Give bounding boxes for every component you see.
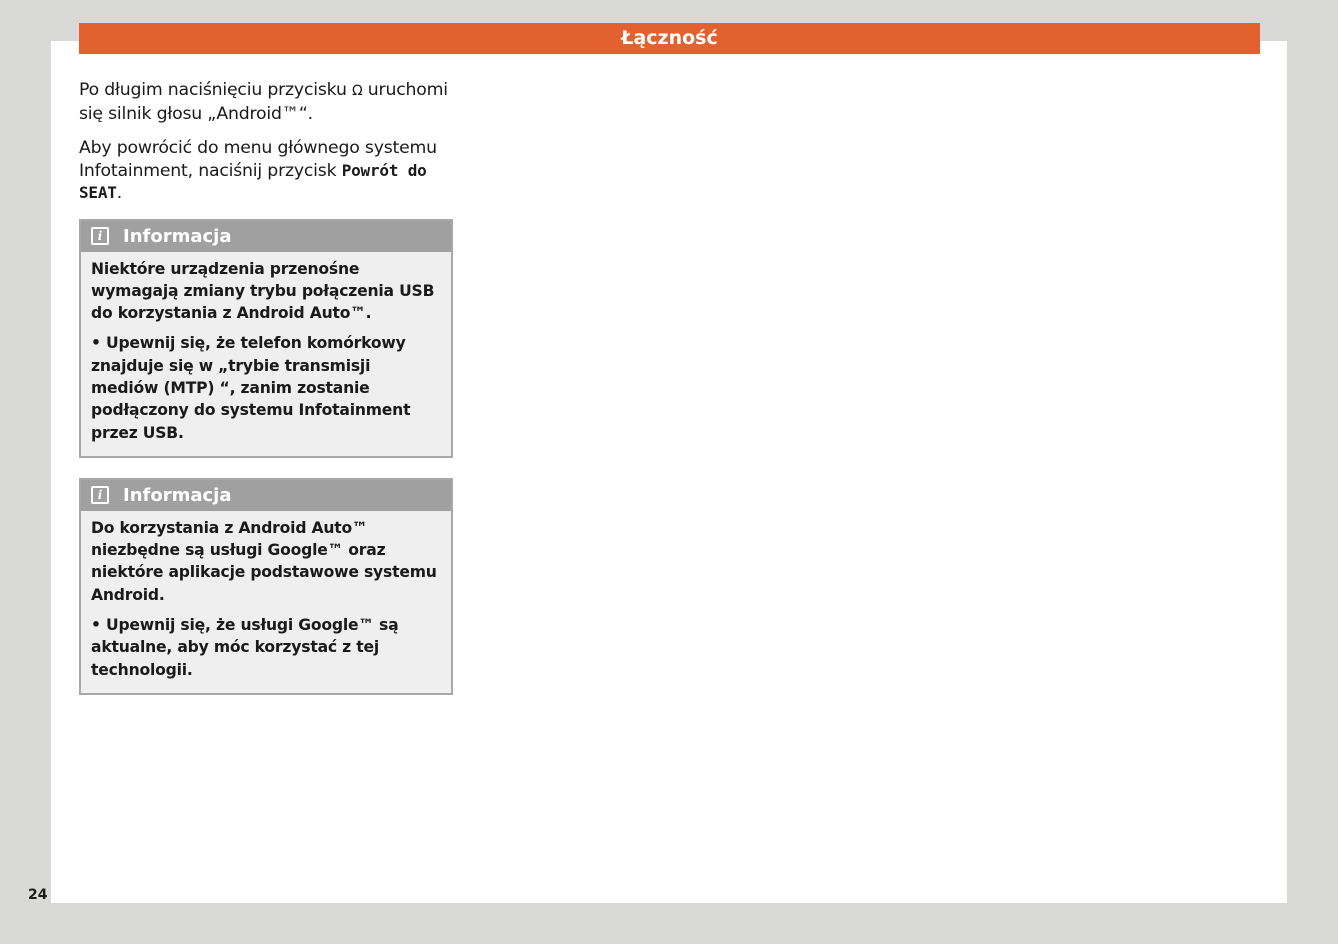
paragraph-return-text-end: . (116, 183, 123, 203)
info-box-bullet: • Upewnij się, że telefon komórkowy znajduje się w „trybie transmisji mediów (MTP) “, zanim zostanie podłączony do systemu Infotainment przez USB. (91, 334, 411, 442)
info-box-title: Informacja (123, 225, 232, 247)
paragraph-voice (79, 79, 453, 125)
info-box-google (79, 478, 453, 695)
voice-control-icon: Ω (352, 83, 363, 99)
info-box-bullet: • Upewnij się, że usługi Google™ są aktualne, aby móc korzystać z tej technologii. (91, 616, 399, 679)
info-box-text: Niektóre urządzenia przenośne wymagają zmiany trybu połączenia USB do korzystania z Android Auto™. (91, 259, 435, 323)
info-icon: i (91, 486, 109, 504)
info-box-body (81, 252, 451, 456)
section-header (79, 23, 1260, 54)
info-box-header (81, 480, 451, 511)
paragraph-voice-text-start: Po długim naciśnięciu przycisku (79, 80, 352, 100)
paragraph-return-text-start: Aby powrócić do menu głównego systemu Infotainment, naciśnij przycisk (79, 138, 437, 181)
paragraph-voice-text-end: uruchomi się silnik głosu „Android™“. (79, 80, 448, 124)
info-icon: i (91, 227, 109, 245)
info-box-usb (79, 219, 453, 458)
return-to-seat-button-label: Powrót do SEAT (79, 160, 427, 202)
info-box-text: Do korzystania z Android Auto™ niezbędne są usługi Google™ oraz niektóre aplikacje podstawowe systemu Android. (91, 518, 437, 604)
page-number: 24 (28, 887, 48, 903)
info-box-body (81, 511, 451, 693)
section-title: Łączność (621, 27, 718, 49)
info-box-title: Informacja (123, 484, 232, 506)
paragraph-return (79, 137, 453, 205)
main-column (79, 79, 453, 715)
info-box-header (81, 221, 451, 252)
